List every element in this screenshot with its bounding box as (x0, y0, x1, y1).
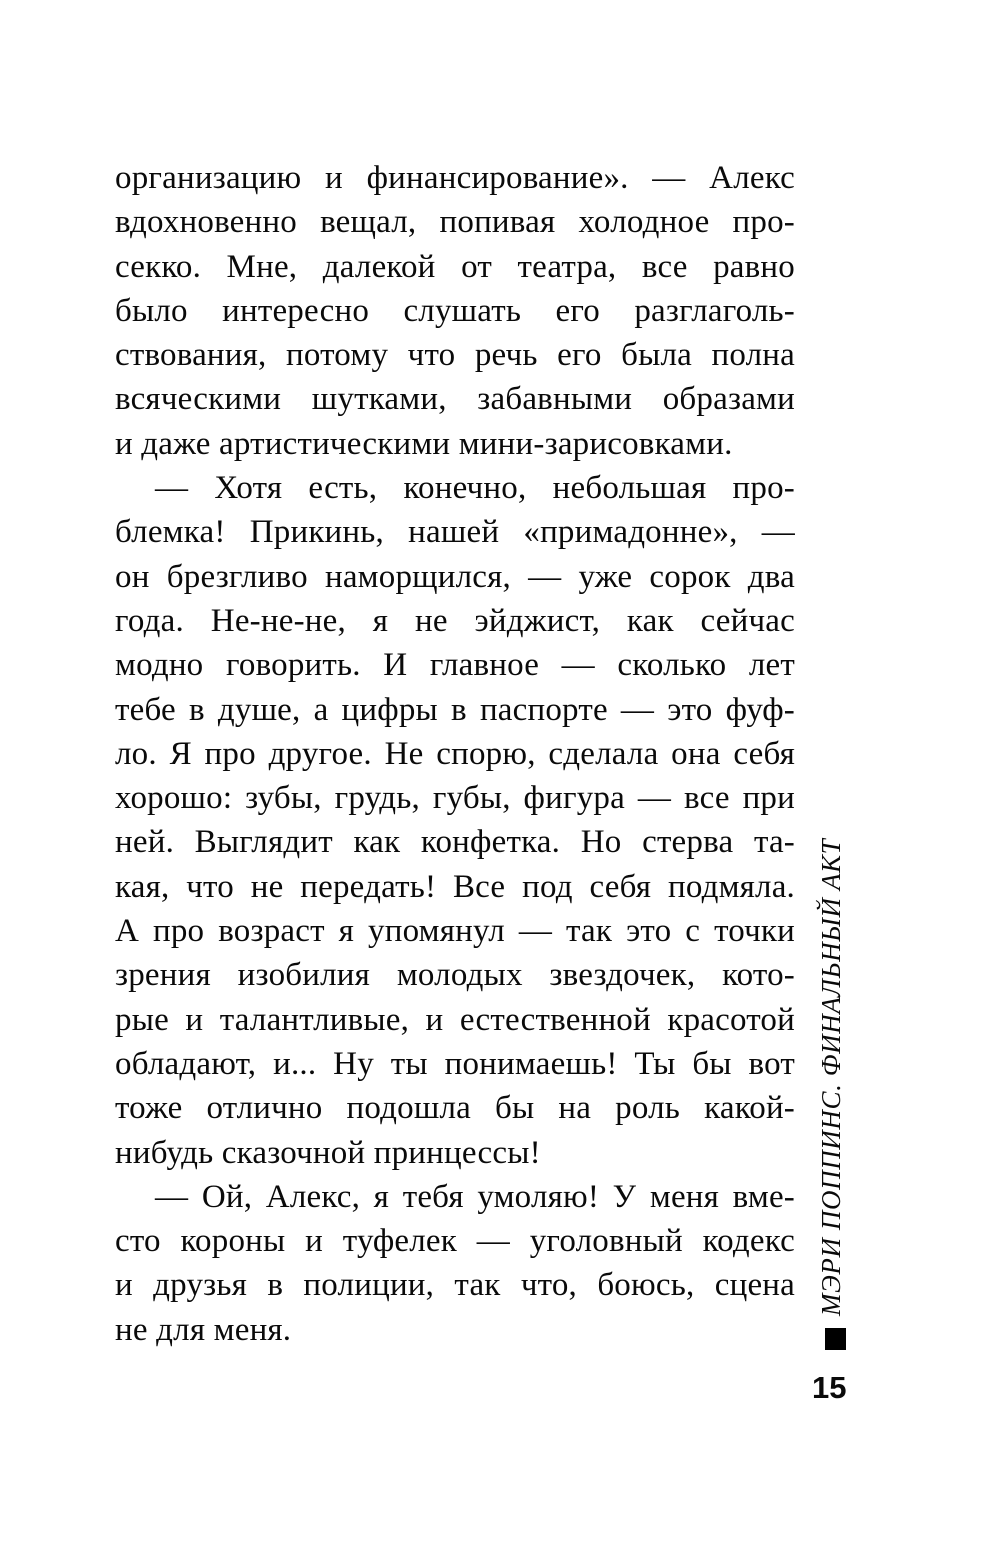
text-line: хорошо: зубы, грудь, губы, фигура — все при (115, 780, 795, 817)
text-line: тоже отлично подошла бы на роль какой- (115, 1090, 795, 1127)
text-line: зрения изобилия молодых звездочек, кото- (115, 957, 795, 994)
text-line: А про возраст я упомянул — так это с точки (115, 913, 795, 950)
text-line: рые и талантливые, и естественной красотой (115, 1001, 795, 1038)
text-line: обладают, и... Ну ты понимаешь! Ты бы вот (115, 1045, 795, 1082)
text-line: вдохновенно вещал, попивая холодное про- (115, 204, 795, 241)
text-line: сто короны и туфелек — уголовный кодекс (115, 1223, 795, 1260)
body-text (115, 156, 795, 1352)
text-line: тебе в душе, а цифры в паспорте — это фуф- (115, 691, 795, 728)
text-line: не для меня. (115, 1311, 292, 1348)
square-marker-icon (825, 1328, 846, 1350)
text-line: ствования, потому что речь его была полна (115, 337, 795, 374)
text-line: секко. Мне, далекой от театра, все равно (115, 248, 795, 285)
text-line: и друзья в полиции, так что, боюсь, сцена (115, 1267, 795, 1304)
text-line: и даже артистическими мини-зарисовками. (115, 425, 733, 462)
text-line: кая, что не передать! Все под себя подмяла. (115, 868, 795, 905)
text-line: ло. Я про другое. Не спорю, сделала она себя (115, 735, 795, 772)
text-line: было интересно слушать его разглаголь- (115, 292, 795, 329)
text-line: всяческими шутками, забавными образами (115, 381, 795, 418)
text-line: он брезгливо наморщился, — уже сорок два (115, 558, 795, 595)
page-number: 15 (812, 1370, 847, 1405)
text-line: модно говорить. И главное — сколько лет (115, 647, 795, 684)
text-line: нибудь сказочной принцессы! (115, 1134, 541, 1171)
text-line-paragraph-start: — Ой, Алекс, я тебя умоляю! У меня вме- (155, 1178, 795, 1215)
running-title-vertical: МЭРИ ПОППИНС. ФИНАЛЬНЫЙ АКТ (816, 838, 846, 1316)
text-line: организацию и финансирование». — Алекс (115, 160, 795, 196)
text-line: ней. Выглядит как конфетка. Но стерва та- (115, 824, 795, 861)
text-line-paragraph-start: — Хотя есть, конечно, небольшая про- (155, 470, 795, 507)
text-line: блемка! Прикинь, нашей «примадонне», — (115, 514, 795, 551)
text-line: года. Не-не-не, я не эйджист, как сейчас (115, 602, 795, 639)
